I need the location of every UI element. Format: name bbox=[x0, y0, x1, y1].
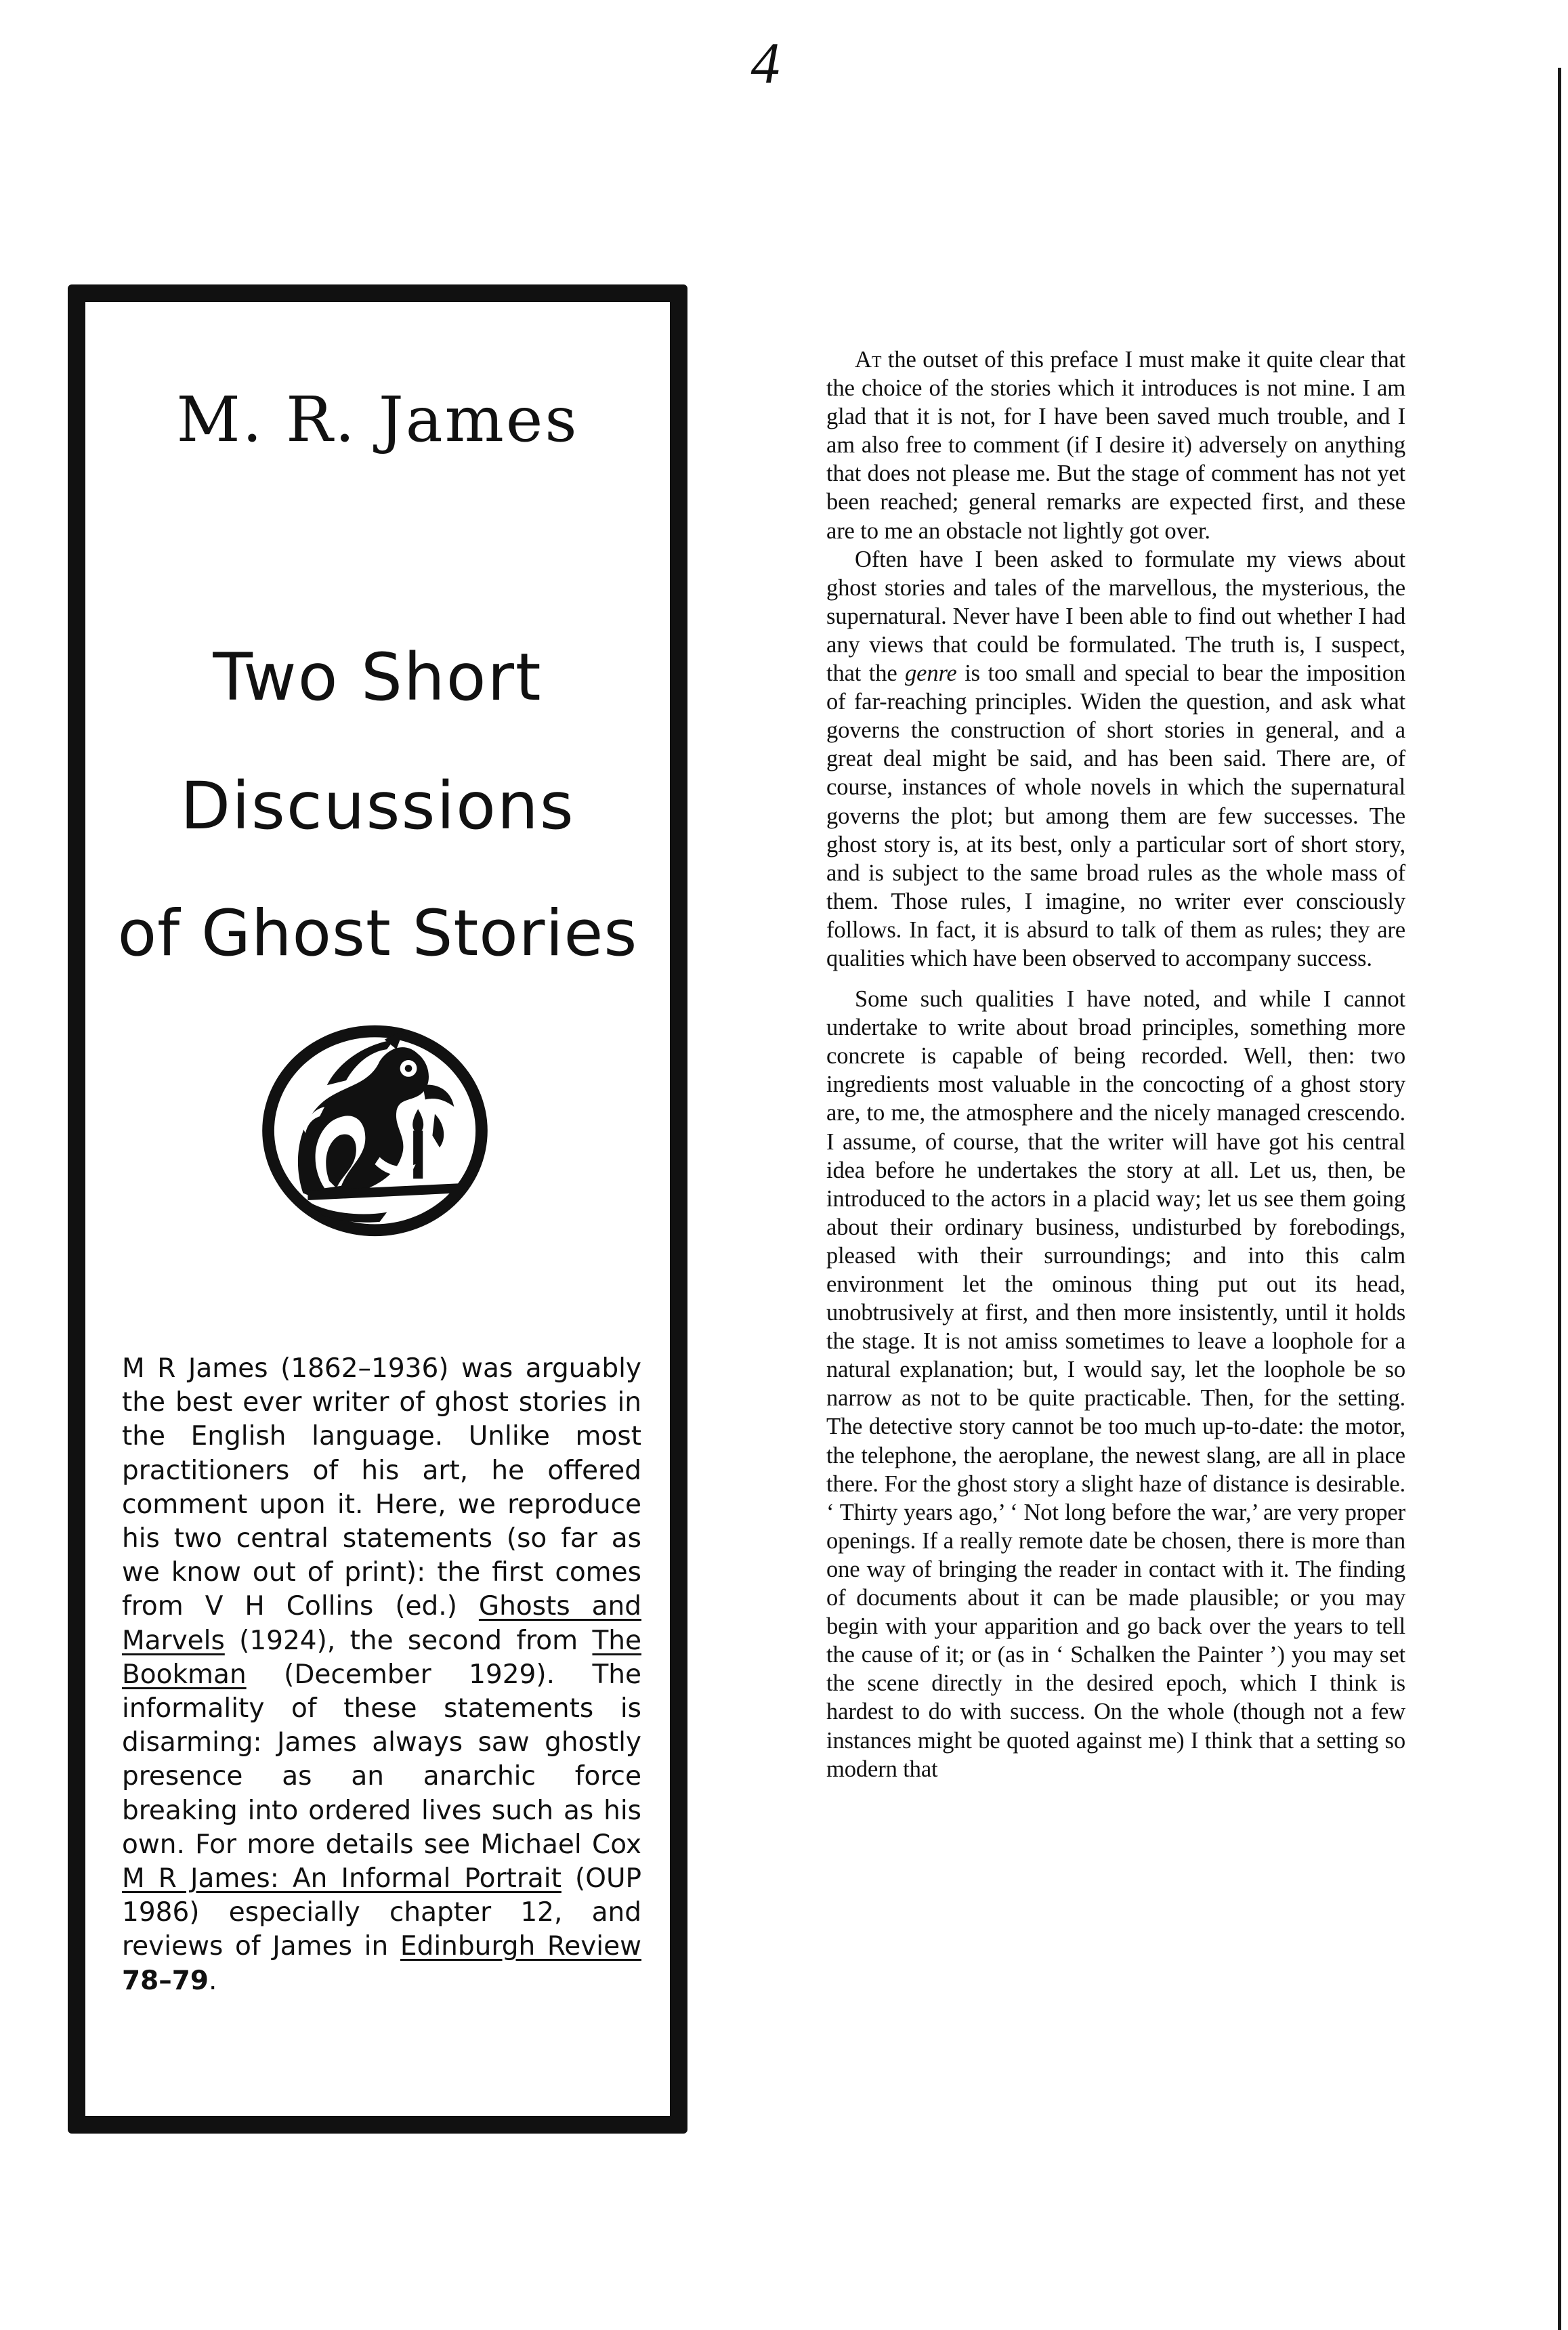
article-lead-word: At bbox=[855, 347, 882, 373]
sidebar-title-line-1: Two Short bbox=[213, 639, 543, 715]
blurb-review-issue: 78–79 bbox=[122, 1965, 209, 1996]
blurb-ghosts-and-marvels: Ghosts and Marvels bbox=[122, 1591, 641, 1656]
blurb-the-bookman: The Bookman bbox=[122, 1625, 641, 1690]
article-paragraph-2 bbox=[826, 545, 1405, 973]
sidebar-title-line-2: Discussions bbox=[180, 768, 575, 844]
blurb-text-1: M R James (1862–1936) was arguably the best ever writer of ghost stories in the English language. Unlike most practitioners of his art, he offered comment upon it. Here, we reproduce his two central statements (so far as we know out of print): the first comes from V H Collins (ed.) bbox=[122, 1353, 641, 1622]
blurb-text-3: (December 1929). The informality of these statements is disarming: James always saw ghostly presence as an anarchic force breaking into ordered lives such as his own. For more details see Michael Cox bbox=[122, 1659, 641, 1860]
dragon-emblem-icon bbox=[255, 1013, 495, 1247]
page-number: 4 bbox=[750, 30, 780, 96]
article-paragraph-1-text: the outset of this preface I must make it quite clear that the choice of the stories which it introduces is not mine. I am glad that it is not, for I have been saved much trouble, and I am also free to comment (if I desire it) adversely on anything that does not please me. But the stage of comment has not yet been reached; general remarks are expected first, and these are to me an obstacle not lightly got over. bbox=[826, 347, 1405, 544]
article-paragraph-2-text-b: is too small and special to bear the imposition of far-reaching principles. Widen the question, and ask what governs the construction of short stories in general, and a great deal might be said, and has been said. There are, of course, instances of whole novels in which the supernatural governs the plot; but among them are few successes. The ghost story is, at its best, only a particular sort of short story, and is subject to the same broad rules as the whole mass of them. Those rules, I imagine, no writer ever consciously follows. In fact, it is absurd to talk of them as rules; they are qualities which have been observed to accompany success. bbox=[826, 660, 1405, 971]
article-column bbox=[826, 345, 1405, 1783]
article-genre-word: genre bbox=[905, 660, 957, 687]
article-paragraph-1 bbox=[826, 345, 1405, 545]
blurb-end: . bbox=[209, 1965, 217, 1996]
article-paragraph-3: Some such qualities I have noted, and while I cannot undertake to write about broad principles, something more concrete is capable of being recorded. Well, then: two ingredients most valuable in the concocting of a ghost story are, to me, the atmosphere and the nicely managed crescendo. I assume, of course, that the writer will have got his central idea before he undertakes the story at all. Let us, then, be introduced to the actors in a placid way; let us see them going about their ordinary business, undisturbed by forebodings, pleased with their surroundings; and into this calm environment let the ominous thing put out its head, unobtrusively at first, and then more insistently, until it holds the stage. It is not amiss sometimes to leave a loophole for a natural explanation; but, I would say, let the loophole be so narrow as not to be quite practicable. Then, for the setting. The detective story cannot be too much up-to-date: the motor, the telephone, the aeroplane, the newest slang, are all in place there. For the ghost story a slight haze of distance is desirable. ‘ Thirty years ago,’ ‘ Not long before the war,’ are very proper openings. If a really remote date be chosen, there is more than one way of bringing the reader in contact with it. The finding of documents about it can be made plausible; or you may begin with your apparition and go back over the years to tell the cause of it; or (as in ‘ Schalken the Painter ’) you may set the scene directly in the desired epoch, which I think is hardest to do with success. On the whole (though not a few instances might be quoted against me) I think that a setting so modern that bbox=[826, 986, 1405, 1782]
sidebar-author: M. R. James bbox=[176, 383, 579, 456]
blurb-text-2: (1924), the second from bbox=[224, 1625, 593, 1656]
blurb-edinburgh-review: Edinburgh Review bbox=[400, 1931, 642, 1962]
article-paragraph-2-text-a: Often have I been asked to formulate my views about ghost stories and tales of the marvellous, the mysterious, the supernatural. Never have I been able to find out whether I had any views that could be formulated. The truth is, I suspect, that the bbox=[826, 546, 1405, 687]
blurb-text-4: (OUP 1986) especially chapter 12, and reviews of James in bbox=[122, 1863, 642, 1962]
sidebar-blurb bbox=[122, 1352, 641, 1998]
right-margin-rule bbox=[1558, 68, 1561, 2330]
sidebar-title-line-3: of Ghost Stories bbox=[117, 897, 638, 971]
sidebar-box bbox=[68, 284, 687, 2134]
blurb-informal-portrait: M R James: An Informal Portrait bbox=[122, 1863, 561, 1894]
